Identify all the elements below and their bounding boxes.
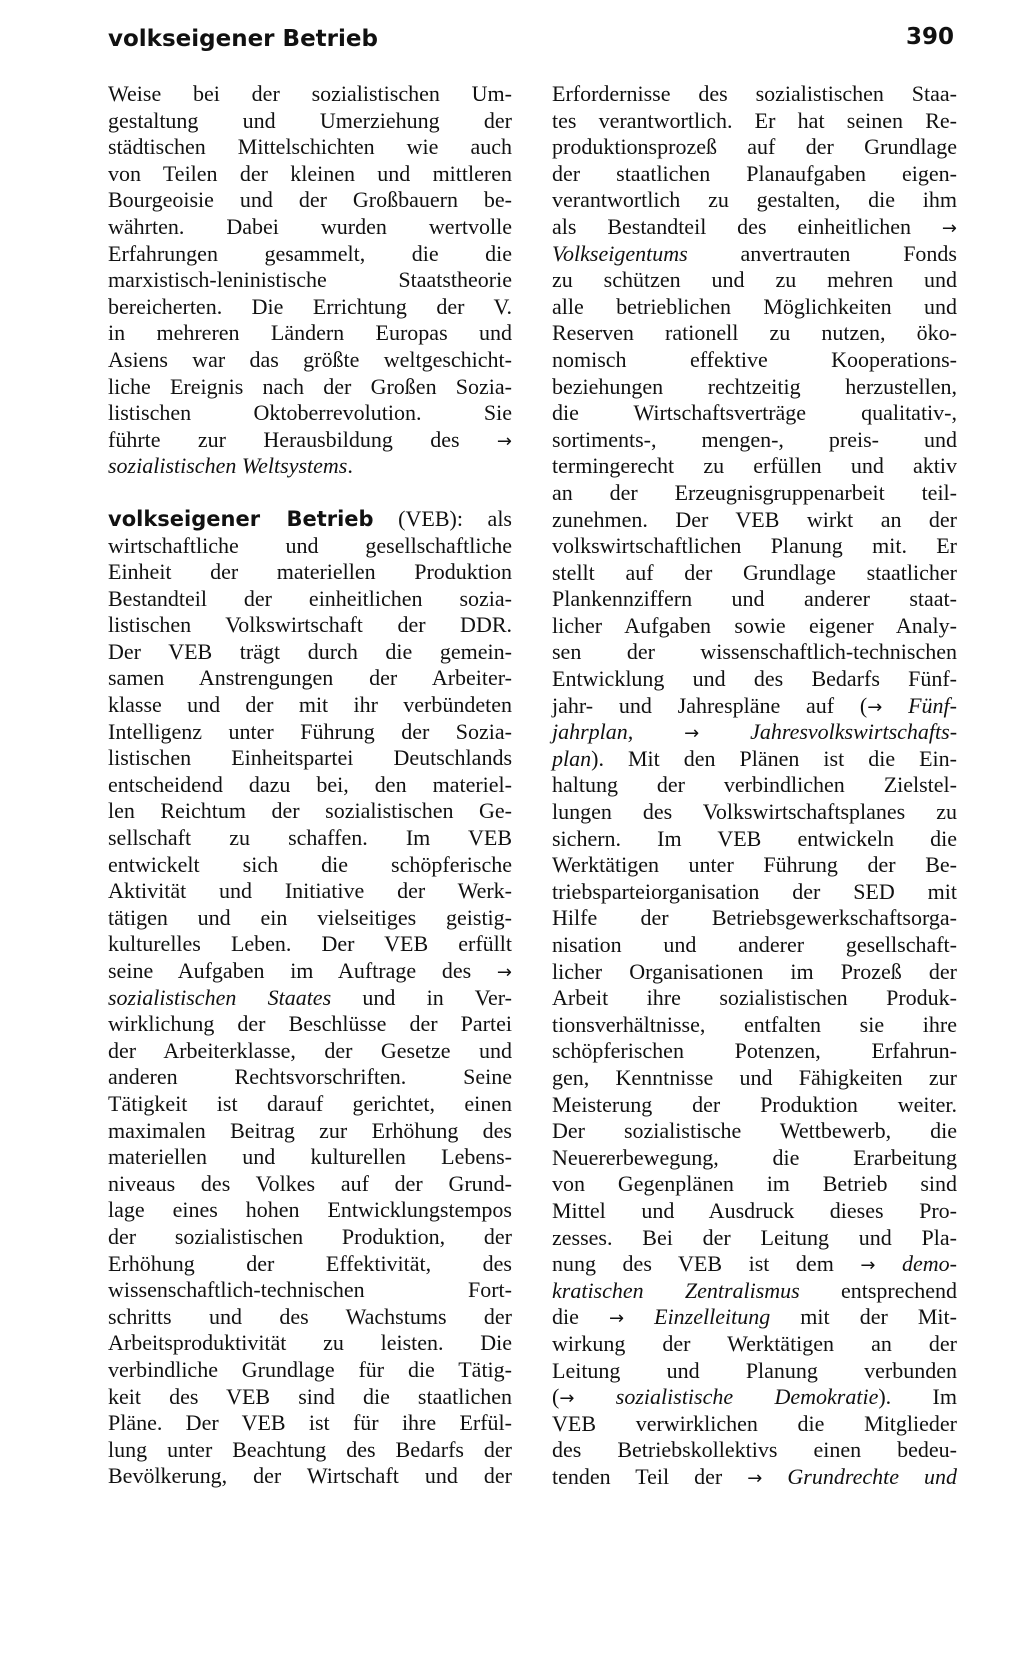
text-line bbox=[108, 665, 512, 692]
text-segment: Arbeit ihre sozialistischen Produk- bbox=[552, 985, 957, 1011]
text-line bbox=[108, 931, 512, 958]
text-line bbox=[552, 108, 957, 135]
text-line bbox=[108, 612, 512, 639]
text-segment: keit des VEB sind die staatlichen bbox=[108, 1383, 512, 1409]
text-segment: schritts und des Wachstums der bbox=[108, 1303, 512, 1329]
text-line bbox=[108, 639, 512, 666]
text-segment: von Gegenplänen im Betrieb sind bbox=[552, 1171, 957, 1197]
text-segment: Arbeitsproduktivität zu leisten. Die bbox=[108, 1330, 512, 1356]
text-segment: Einheit der materiellen Produktion bbox=[108, 559, 512, 585]
text-segment: und in Ver- bbox=[331, 984, 513, 1010]
text-line bbox=[108, 267, 512, 294]
text-line bbox=[552, 1384, 957, 1411]
text-segment: tes verantwortlich. Er hat seinen Re- bbox=[552, 107, 957, 133]
text-line bbox=[552, 1358, 957, 1385]
text-segment: kulturelles Leben. Der VEB erfüllt bbox=[108, 931, 512, 957]
text-segment: Asiens war das größte weltgeschicht- bbox=[108, 346, 512, 372]
text-segment: lung unter Beachtung des Bedarfs der bbox=[108, 1436, 512, 1462]
text-segment bbox=[624, 1304, 654, 1329]
text-line bbox=[552, 347, 957, 374]
text-line bbox=[108, 586, 512, 613]
text-line bbox=[108, 374, 512, 401]
text-segment: jahr- und Jahrespläne auf ( bbox=[552, 692, 868, 718]
text-segment: die bbox=[552, 1304, 609, 1330]
text-line bbox=[552, 772, 957, 799]
text-segment: Der VEB trägt durch die gemein- bbox=[108, 638, 512, 664]
text-segment: listischen Volkswirtschaft der DDR. bbox=[108, 612, 512, 638]
text-line bbox=[108, 320, 512, 347]
text-segment: beziehungen rechtzeitig herzustellen, bbox=[552, 373, 957, 399]
page-number: 390 bbox=[906, 24, 955, 50]
text-segment: licher Organisationen im Prozeß der bbox=[552, 958, 957, 984]
text-segment: nisation und anderer gesellschaft- bbox=[552, 932, 957, 957]
text-segment: materiellen und kulturellen Lebens- bbox=[108, 1144, 512, 1170]
text-segment: seine Aufgaben im Auftrage des bbox=[108, 958, 497, 983]
cross-reference-arrow-icon: → bbox=[559, 1388, 575, 1410]
text-segment: führte zur Herausbildung des bbox=[108, 426, 497, 452]
text-line bbox=[552, 826, 957, 853]
text-line bbox=[108, 852, 512, 879]
text-line bbox=[552, 746, 957, 773]
text-segment: zu schützen und zu mehren und bbox=[552, 267, 957, 293]
text-segment: die Wirtschaftsverträge qualitativ-, bbox=[552, 400, 957, 426]
text-segment: lage eines hohen Entwicklungstempos bbox=[108, 1197, 512, 1223]
cross-reference-arrow-icon: → bbox=[867, 696, 883, 718]
cross-reference-term: Volkseigentums bbox=[552, 240, 688, 266]
text-line bbox=[108, 1357, 512, 1384]
text-segment: Erfahrungen gesammelt, die die bbox=[108, 240, 512, 266]
text-segment: licher Aufgaben sowie eigener Analy- bbox=[552, 612, 957, 638]
text-line bbox=[552, 134, 957, 161]
text-segment: verbindliche Grundlage für die Tätig- bbox=[108, 1356, 512, 1382]
text-line bbox=[552, 639, 957, 666]
text-segment: sortiments-, mengen-, preis- und bbox=[552, 426, 957, 452]
text-line bbox=[108, 347, 512, 374]
text-segment: des Betriebskollektivs einen bedeu- bbox=[552, 1437, 957, 1463]
cross-reference-term: sozialistischen Weltsystems bbox=[108, 453, 348, 479]
text-line bbox=[552, 1304, 957, 1331]
text-line bbox=[108, 214, 512, 241]
text-segment: an der Erzeugnisgruppenarbeit teil- bbox=[552, 479, 957, 505]
text-line bbox=[552, 985, 957, 1012]
text-segment: Werktätigen unter Führung der Be- bbox=[552, 852, 957, 878]
cross-reference-arrow-icon: → bbox=[860, 1255, 876, 1277]
text-segment: schöpferischen Potenzen, Erfahrun- bbox=[552, 1038, 957, 1064]
text-line bbox=[108, 1144, 512, 1171]
text-segment: tionsverhältnisse, entfalten sie ihre bbox=[552, 1011, 957, 1037]
text-line bbox=[552, 1171, 957, 1198]
cross-reference-term: Grundrechte und bbox=[787, 1463, 957, 1489]
text-line bbox=[108, 1277, 512, 1304]
text-segment: ). Mit den Plänen ist die Ein- bbox=[591, 745, 957, 771]
text-line bbox=[108, 453, 512, 480]
text-line bbox=[552, 320, 957, 347]
text-line bbox=[108, 1463, 512, 1490]
text-line bbox=[552, 1012, 957, 1039]
text-line bbox=[108, 1437, 512, 1464]
cross-reference-term: Fünf- bbox=[908, 692, 957, 718]
text-line bbox=[552, 1118, 957, 1145]
text-line bbox=[552, 666, 957, 693]
left-column bbox=[108, 81, 512, 1490]
text-segment: niveaus des Volkes auf der Grund- bbox=[108, 1170, 512, 1196]
text-line bbox=[108, 1091, 512, 1118]
text-line bbox=[108, 958, 512, 985]
text-segment: sichern. Im VEB entwickeln die bbox=[552, 825, 957, 851]
text-line bbox=[552, 453, 957, 480]
text-segment: Intelligenz unter Führung der Sozia- bbox=[108, 718, 512, 744]
text-line bbox=[108, 1118, 512, 1145]
text-line bbox=[108, 81, 512, 108]
text-line bbox=[552, 905, 957, 932]
text-line bbox=[552, 507, 957, 534]
text-segment: maximalen Beitrag zur Erhöhung des bbox=[108, 1117, 512, 1143]
text-line bbox=[552, 161, 957, 188]
text-line bbox=[552, 719, 957, 746]
text-segment: anderen Rechtsvorschriften. Seine bbox=[108, 1064, 512, 1090]
text-segment: ( bbox=[552, 1384, 560, 1410]
text-line bbox=[108, 187, 512, 214]
text-segment: marxistisch-leninistische Staatstheorie bbox=[108, 267, 512, 293]
text-segment: alle betrieblichen Möglichkeiten und bbox=[552, 293, 957, 319]
text-line bbox=[552, 187, 957, 214]
text-line bbox=[108, 1064, 512, 1091]
cross-reference-arrow-icon: → bbox=[941, 217, 957, 239]
text-line bbox=[108, 161, 512, 188]
text-segment: gen, Kenntnisse und Fähigkeiten zur bbox=[552, 1064, 957, 1090]
text-line bbox=[108, 1251, 512, 1278]
text-line bbox=[552, 586, 957, 613]
cross-reference-term: jahrplan, bbox=[552, 719, 634, 745]
cross-reference-term: Einzelleitung bbox=[654, 1304, 771, 1330]
entry-paragraph bbox=[108, 506, 512, 1490]
text-segment: listischen Einheitspartei Deutschlands bbox=[108, 745, 512, 771]
text-segment: klasse und der mit ihr verbündeten bbox=[108, 692, 512, 718]
text-line bbox=[552, 1331, 957, 1358]
text-segment: als Bestandteil des einheitlichen bbox=[552, 213, 942, 239]
text-line bbox=[552, 1198, 957, 1225]
text-line bbox=[552, 1251, 957, 1278]
text-line bbox=[552, 294, 957, 321]
cross-reference-term: sozialistische Demokratie bbox=[615, 1384, 879, 1410]
text-line bbox=[552, 799, 957, 826]
text-segment: Weise bei der sozialistischen Um- bbox=[108, 81, 512, 106]
cross-reference-term: Jahresvolkswirtschafts- bbox=[750, 719, 958, 745]
text-segment: Pläne. Der VEB ist für ihre Erfül- bbox=[108, 1410, 512, 1436]
text-line bbox=[108, 1330, 512, 1357]
text-segment: städtischen Mittelschichten wie auch bbox=[108, 134, 512, 160]
text-segment: tenden Teil der bbox=[552, 1463, 748, 1489]
cross-reference-arrow-icon: → bbox=[747, 1467, 763, 1489]
text-segment: wirkung der Werktätigen an der bbox=[552, 1330, 957, 1356]
text-line bbox=[552, 81, 957, 108]
text-segment: der staatlichen Planaufgaben eigen- bbox=[552, 160, 957, 186]
text-line bbox=[552, 1464, 957, 1491]
text-segment: zunehmen. Der VEB wirkt an der bbox=[552, 506, 957, 532]
continuation-paragraph bbox=[108, 81, 512, 480]
text-segment bbox=[762, 1464, 787, 1489]
text-segment: Entwicklung und des Bedarfs Fünf- bbox=[552, 666, 957, 692]
text-segment: der sozialistischen Produktion, der bbox=[108, 1223, 512, 1249]
text-segment: lungen des Volkswirtschaftsplanes zu bbox=[552, 799, 957, 825]
text-segment: produktionsprozeß auf der Grundlage bbox=[552, 134, 957, 160]
running-head: volkseigener Betrieb bbox=[108, 26, 378, 52]
text-segment: ). Im bbox=[878, 1384, 957, 1410]
cross-reference-arrow-icon: → bbox=[496, 430, 512, 452]
text-line bbox=[552, 241, 957, 268]
text-segment: in mehreren Ländern Europas und bbox=[108, 320, 512, 346]
text-segment: gestaltung und Umerziehung der bbox=[108, 107, 512, 133]
text-segment: Hilfe der Betriebsgewerkschaftsorga- bbox=[552, 905, 957, 931]
text-line bbox=[552, 1225, 957, 1252]
text-line bbox=[108, 1410, 512, 1437]
text-segment: nung des VEB ist dem bbox=[552, 1251, 861, 1277]
text-segment: Aktivität und Initiative der Werk- bbox=[108, 878, 512, 904]
text-segment: Tätigkeit ist darauf gerichtet, einen bbox=[108, 1090, 512, 1116]
text-segment: Erfordernisse des sozialistischen Staa- bbox=[552, 81, 957, 106]
text-segment: VEB verwirklichen die Mitglieder bbox=[552, 1410, 957, 1436]
text-line bbox=[108, 108, 512, 135]
text-segment: Mittel und Ausdruck dieses Pro- bbox=[552, 1197, 957, 1223]
text-line bbox=[108, 1197, 512, 1224]
text-segment: entscheidend dazu bei, den materiel- bbox=[108, 771, 512, 797]
text-segment: sellschaft zu schaffen. Im VEB bbox=[108, 825, 512, 851]
paragraph-gap bbox=[108, 480, 512, 506]
text-line bbox=[108, 400, 512, 427]
text-line bbox=[108, 1224, 512, 1251]
text-line bbox=[552, 1038, 957, 1065]
text-line bbox=[108, 692, 512, 719]
cross-reference-term: demo- bbox=[902, 1251, 958, 1277]
cross-reference-arrow-icon: → bbox=[496, 962, 512, 983]
text-line bbox=[552, 879, 957, 906]
text-line bbox=[552, 1278, 957, 1305]
cross-reference-term: sozialistischen Staates bbox=[108, 984, 332, 1010]
text-line bbox=[552, 1411, 957, 1438]
text-segment: sen der wissenschaftlich-technischen bbox=[552, 639, 957, 665]
headword: volkseigener Betrieb bbox=[108, 506, 374, 531]
text-segment bbox=[875, 1251, 902, 1276]
text-line bbox=[552, 400, 957, 427]
text-line bbox=[552, 932, 957, 959]
cross-reference-term: plan bbox=[552, 745, 592, 771]
text-line bbox=[108, 559, 512, 586]
text-segment: anvertrauten Fonds bbox=[687, 240, 957, 266]
text-segment: wirtschaftliche und gesellschaftliche bbox=[108, 532, 512, 558]
text-segment: zesses. Bei der Leitung und Pla- bbox=[552, 1224, 957, 1250]
text-segment: haltung der verbindlichen Zielstel- bbox=[552, 772, 957, 798]
text-line bbox=[108, 985, 512, 1012]
text-line bbox=[552, 959, 957, 986]
text-segment bbox=[882, 693, 908, 718]
text-segment: Bestandteil der einheitlichen sozia- bbox=[108, 585, 512, 611]
right-column bbox=[552, 81, 957, 1490]
text-segment: (VEB): als bbox=[373, 505, 512, 531]
text-segment: mit der Mit- bbox=[770, 1304, 957, 1330]
text-segment: währten. Dabei wurden wertvolle bbox=[108, 213, 512, 239]
text-segment: Bourgeoisie und der Großbauern be- bbox=[108, 187, 512, 213]
text-line bbox=[108, 427, 512, 454]
text-segment: Neuererbewegung, die Erarbeitung bbox=[552, 1144, 957, 1170]
text-line bbox=[108, 241, 512, 268]
text-line bbox=[108, 1038, 512, 1065]
text-line bbox=[108, 1171, 512, 1198]
text-line bbox=[552, 1437, 957, 1464]
text-segment: verantwortlich zu gestalten, die ihm bbox=[552, 187, 957, 213]
text-segment: Bevölkerung, der Wirtschaft und der bbox=[108, 1463, 512, 1489]
text-segment: entwickelt sich die schöpferische bbox=[108, 851, 512, 877]
text-line bbox=[552, 267, 957, 294]
text-line bbox=[108, 506, 512, 533]
text-line bbox=[108, 294, 512, 321]
text-segment: Erhöhung der Effektivität, des bbox=[108, 1250, 512, 1276]
text-segment bbox=[633, 719, 684, 744]
cross-reference-arrow-icon: → bbox=[608, 1308, 625, 1330]
text-line bbox=[552, 613, 957, 640]
text-segment bbox=[699, 719, 750, 744]
text-segment: len Reichtum der sozialistischen Ge- bbox=[108, 798, 512, 824]
text-segment: listischen Oktoberrevolution. Sie bbox=[108, 400, 512, 426]
text-line bbox=[108, 533, 512, 560]
text-segment: liche Ereignis nach der Großen Sozia- bbox=[108, 373, 512, 399]
entry-paragraph-continued bbox=[552, 81, 957, 1490]
text-line bbox=[108, 1011, 512, 1038]
text-line bbox=[552, 1092, 957, 1119]
text-segment: bereicherten. Die Errichtung der V. bbox=[108, 293, 512, 319]
text-segment: Plankennziffern und anderer staat- bbox=[552, 586, 957, 612]
text-segment: Reserven rationell zu nutzen, öko- bbox=[552, 320, 957, 346]
text-segment: von Teilen der kleinen und mittleren bbox=[108, 160, 512, 186]
cross-reference-term: kratischen Zentralismus bbox=[552, 1277, 800, 1303]
text-segment: Leitung und Planung verbunden bbox=[552, 1357, 957, 1383]
text-segment: Meisterung der Produktion weiter. bbox=[552, 1091, 957, 1117]
text-line bbox=[108, 719, 512, 746]
text-segment: der Arbeiterklasse, der Gesetze und bbox=[108, 1037, 512, 1063]
text-segment: stellt auf der Grundlage staatlicher bbox=[552, 559, 957, 585]
text-line bbox=[108, 798, 512, 825]
text-segment bbox=[574, 1384, 615, 1409]
text-line bbox=[108, 772, 512, 799]
text-line bbox=[108, 878, 512, 905]
text-line bbox=[552, 1065, 957, 1092]
text-line bbox=[552, 480, 957, 507]
text-line bbox=[552, 214, 957, 241]
text-line bbox=[552, 427, 957, 454]
text-segment: wissenschaftlich-technischen Fort- bbox=[108, 1277, 512, 1303]
text-segment: entsprechend bbox=[799, 1277, 957, 1303]
text-line bbox=[108, 905, 512, 932]
text-line bbox=[108, 1384, 512, 1411]
text-segment: volkswirtschaftlichen Planung mit. Er bbox=[552, 533, 957, 559]
text-line bbox=[552, 693, 957, 720]
text-segment: tätigen und ein vielseitiges geistig- bbox=[108, 904, 512, 930]
text-line bbox=[552, 374, 957, 401]
text-line bbox=[108, 745, 512, 772]
text-segment: wirklichung der Beschlüsse der Partei bbox=[108, 1011, 512, 1037]
text-line bbox=[552, 1145, 957, 1172]
cross-reference-arrow-icon: → bbox=[684, 723, 700, 745]
text-segment: nomisch effektive Kooperations- bbox=[552, 346, 957, 372]
text-line bbox=[552, 560, 957, 587]
text-line bbox=[108, 1304, 512, 1331]
text-line bbox=[108, 825, 512, 852]
text-line bbox=[108, 134, 512, 161]
text-segment: samen Anstrengungen der Arbeiter- bbox=[108, 665, 512, 691]
text-segment: Der sozialistische Wettbewerb, die bbox=[552, 1118, 957, 1144]
text-segment: triebsparteiorganisation der SED mit bbox=[552, 878, 957, 904]
text-line bbox=[552, 533, 957, 560]
text-line bbox=[552, 852, 957, 879]
text-segment: . bbox=[347, 453, 353, 479]
text-segment: termingerecht zu erfüllen und aktiv bbox=[552, 453, 957, 479]
